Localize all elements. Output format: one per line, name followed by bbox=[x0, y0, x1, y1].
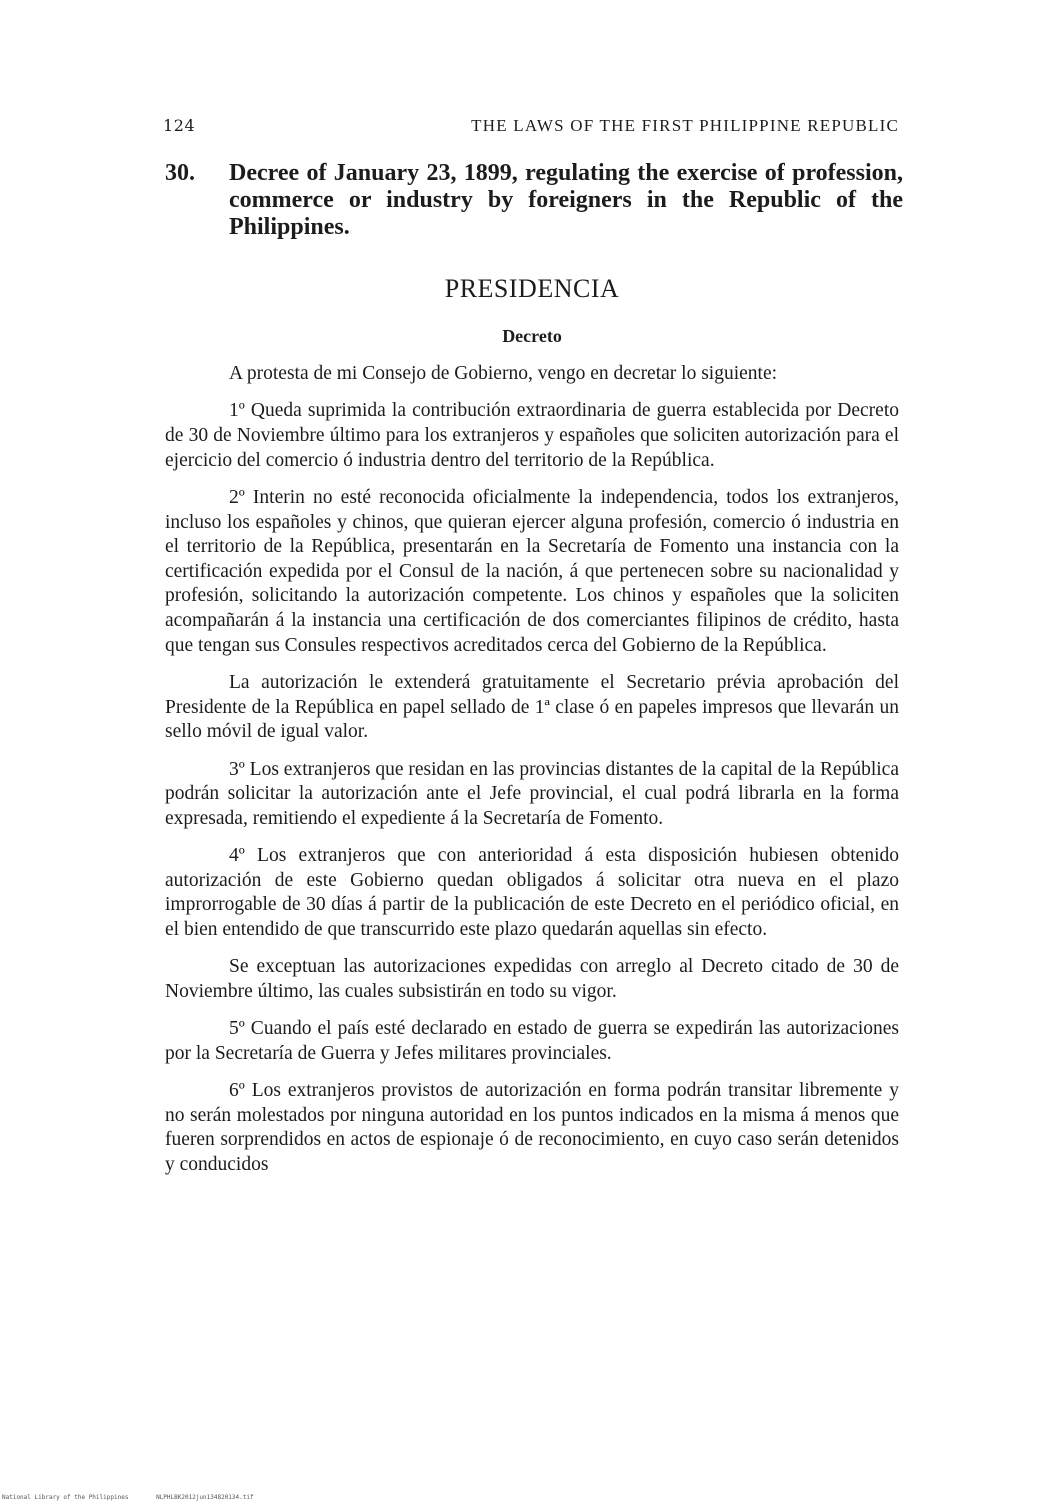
paragraph-article-1: 1º Queda suprimida la contribución extraordinaria de guerra establecida por Decreto de 30 de Noviembre último para los extranjeros y españoles que soliciten autorización para el ejercicio del comercio ó industria dentro del territorio de la República. bbox=[165, 400, 899, 471]
decree-heading bbox=[165, 160, 903, 241]
decree-number: 30. bbox=[165, 160, 195, 186]
file-id: NLPHLBK2012jun134820134.tif bbox=[156, 1494, 254, 1501]
scan-footer bbox=[2, 1494, 278, 1501]
office-title: PRESIDENCIA bbox=[444, 274, 620, 303]
decree-heading-text: Decree of January 23, 1899, regulating the exercise of profession, commerce or industry by foreigners in the Republic of the Philippines. bbox=[229, 160, 903, 240]
paragraph-article-3: 3º Los extranjeros que residan en las provincias distantes de la capital de la República podrán solicitar la autorización ante el Jefe provincial, el cual podrá librarla en la forma expresada, remitiendo el expediente á la Secretaría de Fomento. bbox=[165, 758, 899, 829]
paragraph-article-4-cont: Se exceptuan las autorizaciones expedidas con arreglo al Decreto citado de 30 de Noviembre último, las cuales subsistirán en todo su vigor. bbox=[165, 956, 899, 1002]
library-credit: National Library of the Philippines bbox=[2, 1494, 129, 1501]
document-type: Decreto bbox=[502, 326, 562, 346]
paragraph-article-6: 6º Los extranjeros provistos de autorización en forma podrán transitar libremente y no serán molestados por ninguna autoridad en los puntos indicados en la misma á menos que fueren sorprendidos en actos de espionaje ó de reconocimiento, en cuyo caso serán detenidos y conducidos bbox=[165, 1080, 899, 1175]
page-number: 124 bbox=[163, 116, 196, 135]
paragraph-article-2: 2º Interin no esté reconocida oficialmente la independencia, todos los extranjeros, incluso los españoles y chinos, que quieran ejercer alguna profesión, comercio ó industria en el territorio de la República, presentarán en la Secretaría de Fomento una instancia con la certificación expedida por el Consul de la nación, á que pertenecen sobre su nacionalidad y profesión, solicitando la autorización competente. Los chinos y españoles que la soliciten acompañarán á la instancia una certificación de dos comerciantes filipinos de crédito, hasta que tengan sus Consules respectivos acreditados cerca del Gobierno de la República. bbox=[165, 486, 899, 656]
running-header bbox=[163, 116, 899, 136]
paragraph-article-4: 4º Los extranjeros que con anterioridad á esta disposición hubiesen obtenido autorización de este Gobierno quedan obligados á solicitar otra nueva en el plazo improrrogable de 30 días á partir de la publicación de este Decreto en el periódico oficial, en el bien entendido de que transcurrido este plazo quedarán aquellas sin efecto. bbox=[165, 845, 899, 940]
paragraph-article-2-cont: La autorización le extenderá gratuitamente el Secretario prévia aprobación del Presidente de la República en papel sellado de 1ª clase ó en papeles impresos que llevarán un sello móvil de igual valor. bbox=[165, 671, 899, 743]
paragraph-preamble: A protesta de mi Consejo de Gobierno, vengo en decretar lo siguiente: bbox=[229, 363, 778, 384]
paragraph-article-5: 5º Cuando el país esté declarado en estado de guerra se expedirán las autorizaciones por la Secretaría de Guerra y Jefes militares provinciales. bbox=[165, 1018, 899, 1064]
running-title: THE LAWS OF THE FIRST PHILIPPINE REPUBLIC bbox=[471, 116, 899, 135]
decree-body bbox=[165, 362, 899, 1190]
